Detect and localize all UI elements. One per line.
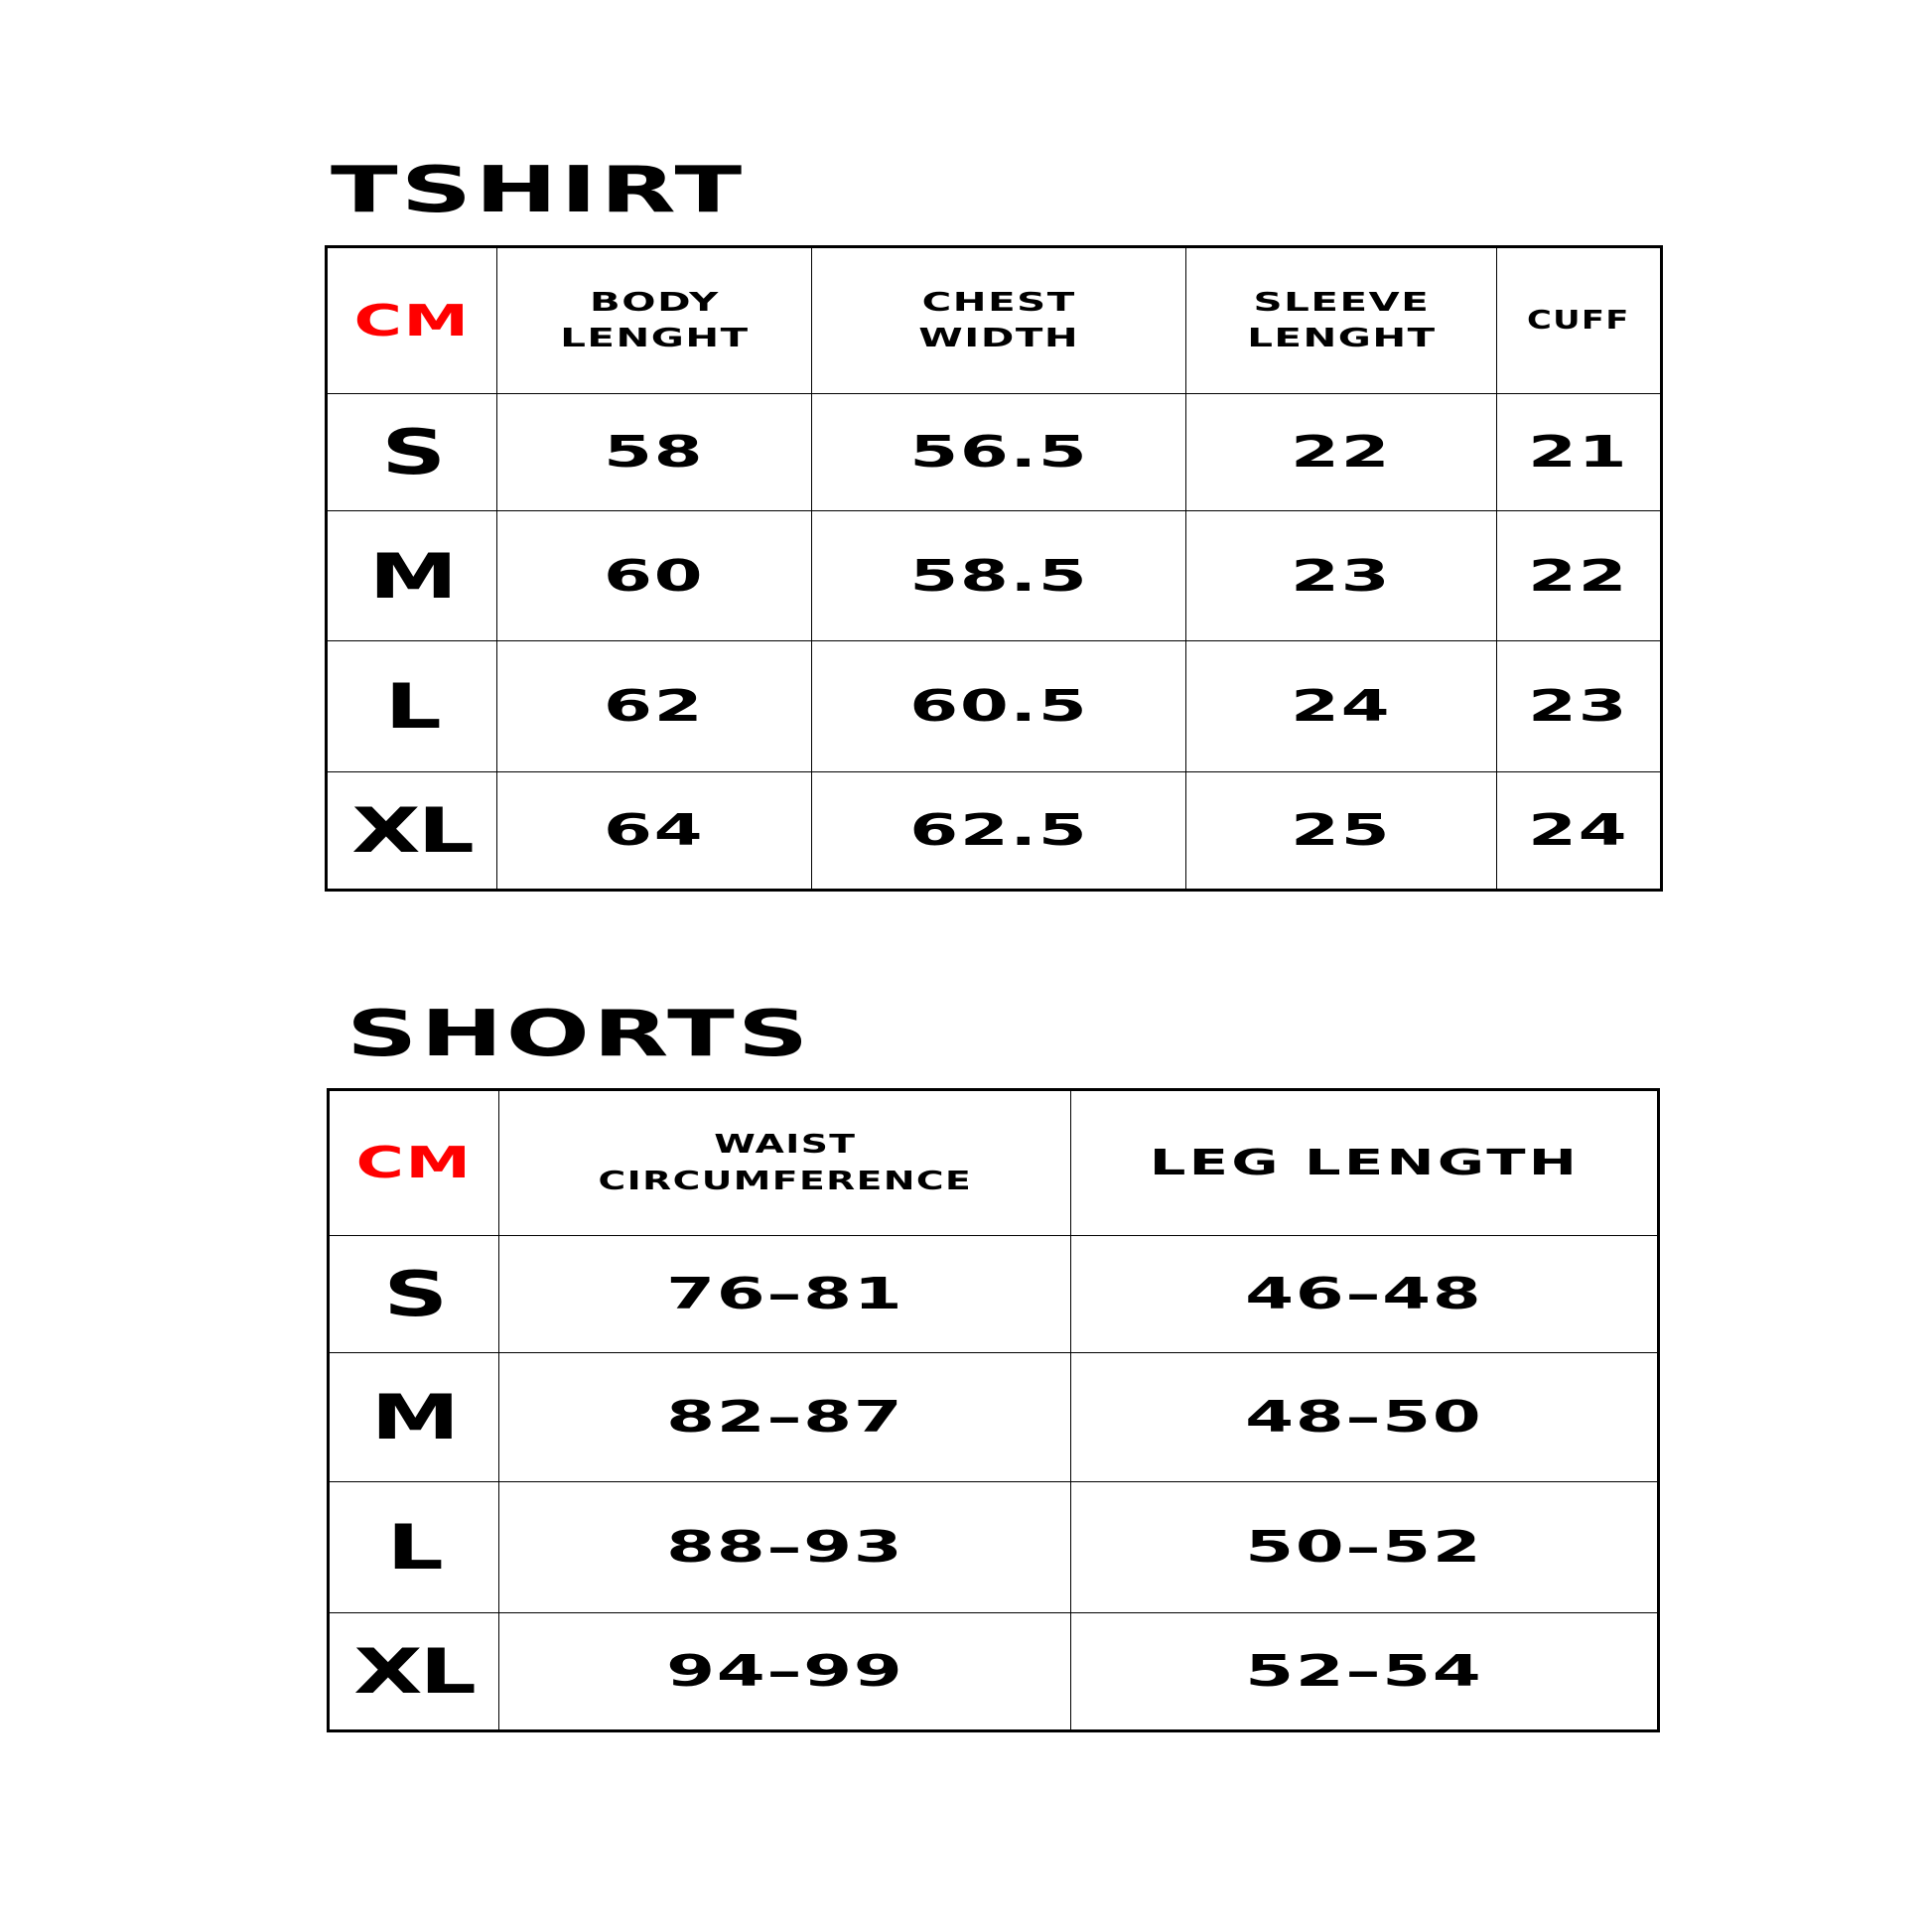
- unit-header-cell: [329, 1090, 499, 1236]
- cuff-value: 24: [1528, 805, 1629, 856]
- table-row: [327, 511, 1662, 641]
- cuff-value: 21: [1528, 427, 1629, 478]
- table-header-row: [329, 1090, 1659, 1236]
- header-sleeve-length: [1186, 247, 1497, 394]
- sleeve-length-value: 25: [1291, 805, 1392, 856]
- value-cell: [1071, 1482, 1659, 1613]
- size-cell: [327, 394, 497, 511]
- value-cell: [1497, 394, 1662, 511]
- size-label: L: [386, 1511, 442, 1584]
- value-cell: [499, 1613, 1071, 1731]
- size-cell: [329, 1236, 499, 1353]
- value-cell: [1186, 641, 1497, 772]
- header-line: SLEEVE: [1253, 287, 1430, 318]
- value-cell: [1497, 772, 1662, 891]
- value-cell: [1186, 772, 1497, 891]
- shorts-title: SHORTS: [346, 998, 812, 1071]
- header-line: WIDTH: [918, 324, 1079, 353]
- body-length-value: 60: [604, 550, 705, 602]
- chest-width-value: 62.5: [908, 805, 1089, 856]
- value-cell: [1071, 1613, 1659, 1731]
- header-line: CHEST: [921, 287, 1076, 318]
- value-cell: [497, 511, 812, 641]
- table-row: [329, 1236, 1659, 1353]
- waist-value: 76–81: [665, 1269, 904, 1319]
- header-body-length: [497, 247, 812, 394]
- chest-width-value: 58.5: [908, 550, 1089, 602]
- size-label: M: [370, 1381, 458, 1453]
- size-label: L: [384, 670, 440, 743]
- chest-width-value: 56.5: [908, 427, 1089, 478]
- leg-length-value: 52–54: [1245, 1646, 1483, 1697]
- body-length-value: 62: [604, 681, 705, 732]
- value-cell: [497, 641, 812, 772]
- size-cell: [329, 1353, 499, 1482]
- size-cell: [327, 641, 497, 772]
- header-line: BODY: [589, 287, 720, 318]
- value-cell: [812, 641, 1186, 772]
- header-line: CIRCUMFERENCE: [598, 1166, 972, 1196]
- size-label: XL: [353, 1635, 475, 1708]
- chest-width-value: 60.5: [908, 681, 1089, 732]
- leg-length-value: 48–50: [1245, 1392, 1483, 1443]
- value-cell: [812, 772, 1186, 891]
- sleeve-length-value: 24: [1291, 681, 1392, 732]
- table-row: [327, 641, 1662, 772]
- size-cell: [327, 511, 497, 641]
- header-line: LENGHT: [559, 324, 750, 353]
- cuff-value: 22: [1528, 550, 1629, 602]
- leg-length-value: 46–48: [1245, 1269, 1483, 1319]
- sleeve-length-value: 22: [1291, 427, 1392, 478]
- header-line: CUFF: [1527, 305, 1630, 336]
- size-label: S: [383, 1258, 445, 1330]
- value-cell: [1071, 1236, 1659, 1353]
- size-label: XL: [351, 794, 473, 867]
- tshirt-title: TSHIRT: [331, 154, 746, 227]
- waist-value: 88–93: [665, 1522, 904, 1573]
- header-line: WAIST: [713, 1130, 857, 1161]
- value-cell: [499, 1353, 1071, 1482]
- waist-value: 82–87: [665, 1392, 904, 1443]
- header-chest-width: [812, 247, 1186, 394]
- table-row: [327, 394, 1662, 511]
- value-cell: [1497, 641, 1662, 772]
- value-cell: [499, 1236, 1071, 1353]
- size-cell: [329, 1613, 499, 1731]
- value-cell: [497, 772, 812, 891]
- header-line: LEG LENGTH: [1149, 1143, 1580, 1183]
- body-length-value: 64: [604, 805, 705, 856]
- cuff-value: 23: [1528, 681, 1629, 732]
- header-cuff: [1497, 247, 1662, 394]
- sleeve-length-value: 23: [1291, 550, 1392, 602]
- value-cell: [1186, 394, 1497, 511]
- unit-label: CM: [355, 1138, 473, 1188]
- body-length-value: 58: [604, 427, 705, 478]
- table-header-row: [327, 247, 1662, 394]
- unit-label: CM: [353, 295, 471, 346]
- value-cell: [1186, 511, 1497, 641]
- size-label: M: [368, 539, 456, 613]
- value-cell: [1071, 1353, 1659, 1482]
- table-row: [329, 1482, 1659, 1613]
- table-row: [329, 1353, 1659, 1482]
- tshirt-size-table: [325, 245, 1663, 892]
- value-cell: [497, 394, 812, 511]
- header-line: LENGHT: [1246, 324, 1437, 353]
- header-waist-circumference: [499, 1090, 1071, 1236]
- value-cell: [1497, 511, 1662, 641]
- table-row: [329, 1613, 1659, 1731]
- leg-length-value: 50–52: [1245, 1522, 1483, 1573]
- table-row: [327, 772, 1662, 891]
- value-cell: [812, 511, 1186, 641]
- value-cell: [499, 1482, 1071, 1613]
- value-cell: [812, 394, 1186, 511]
- size-cell: [329, 1482, 499, 1613]
- waist-value: 94–99: [665, 1646, 904, 1697]
- header-leg-length: [1071, 1090, 1659, 1236]
- size-cell: [327, 772, 497, 891]
- unit-header-cell: [327, 247, 497, 394]
- shorts-size-table: [327, 1088, 1660, 1732]
- size-label: S: [381, 416, 443, 488]
